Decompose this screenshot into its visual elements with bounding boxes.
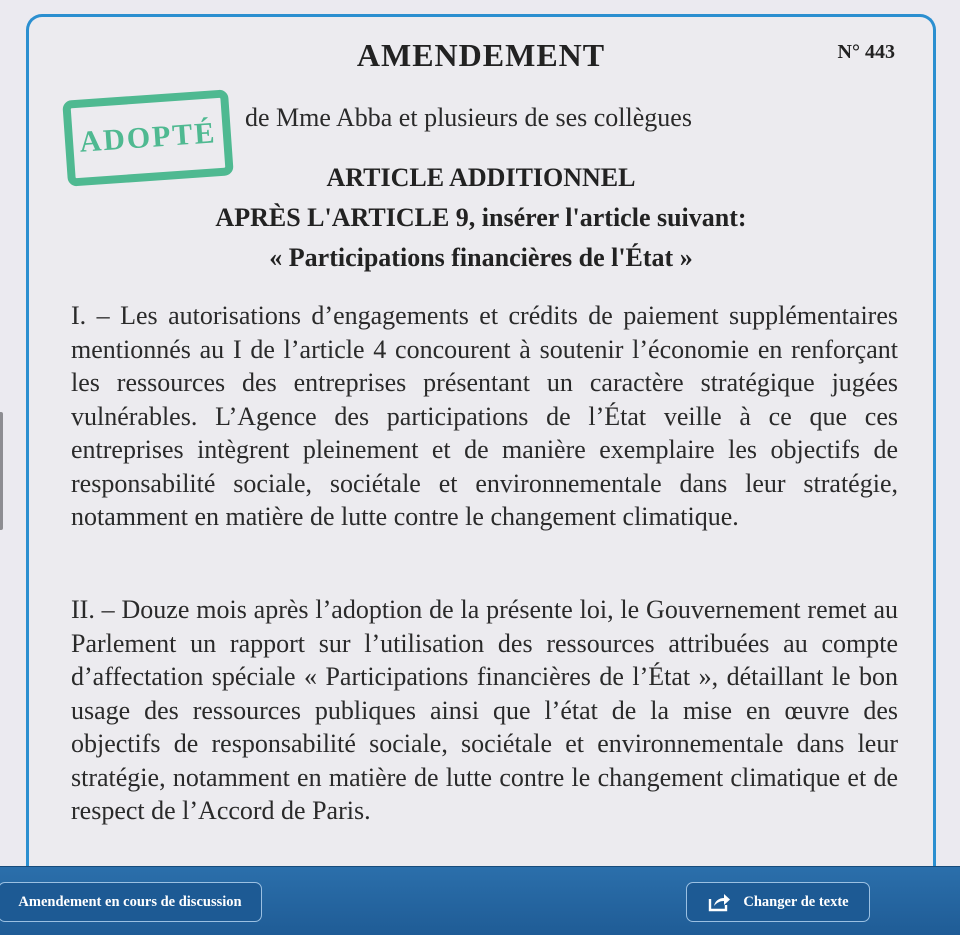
amendment-card — [26, 14, 936, 874]
share-icon — [707, 892, 731, 912]
discussion-button-label: Amendement en cours de discussion — [18, 893, 242, 910]
paragraph-two: II. – Douze mois après l’adoption de la présente loi, le Gouvernement remet au Parlement un rapport sur l’utilisation des ressources attribuées au compte d’affectation spéciale « Participations financières de l’État », détaillant le bon usage des ressources publiques ainsi que l’état de la mise en œuvre des objectifs de responsabilité sociale, sociétale et environnementale dans leur stratégie, notamment en matière de lutte contre le changement climatique et de respect de l’Accord de Paris. — [71, 595, 898, 825]
change-text-button-label: Changer de texte — [743, 893, 849, 910]
article-title: « Participations financières de l'État » — [269, 243, 693, 272]
amendment-title: AMENDEMENT — [356, 37, 606, 73]
article-heading: ARTICLE ADDITIONNEL — [326, 163, 636, 192]
amendment-number: N° 443 — [837, 41, 895, 63]
amendment-author: de Mme Abba et plusieurs de ses collègues — [245, 103, 692, 132]
paragraph-one: I. – Les autorisations d’engagements et crédits de paiement supplémentaires mentionnés au I de l’article 4 concourent à soutenir l’économie en renforçant les ressources des entreprises présentant un caractère stratégique jugées vulnérables. L’Agence des participations de l’État veille à ce que ces entreprises intègrent pleinement et de manière exemplaire les objectifs de responsabilité sociale, sociétale et environnementale dans leur stratégie, notamment en matière de lutte contre le changement climatique. — [71, 301, 898, 531]
bottom-toolbar — [0, 866, 960, 935]
change-text-button[interactable] — [686, 882, 870, 922]
discussion-button[interactable] — [0, 882, 262, 922]
insertion-instruction: APRÈS L'ARTICLE 9, insérer l'article suivant: — [215, 203, 747, 232]
side-handle[interactable] — [0, 412, 3, 530]
stamp-label: ADOPTÉ — [78, 116, 218, 159]
